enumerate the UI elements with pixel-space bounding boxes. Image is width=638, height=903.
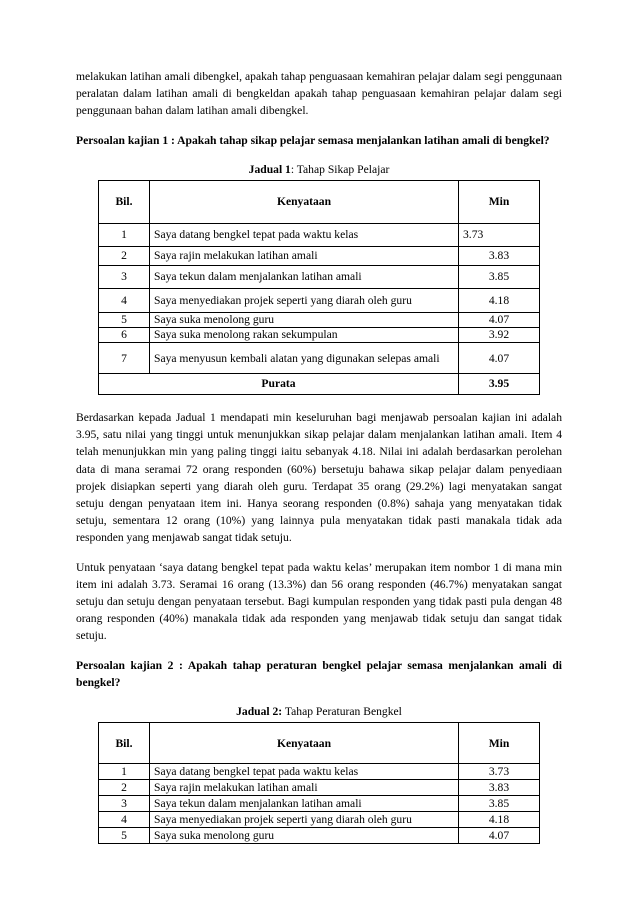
table-row: [99, 289, 540, 313]
table1-caption: [76, 161, 562, 178]
research-question-2: Persoalan kajian 2 : Apakah tahap peraturan bengkel pelajar semasa menjalankan amali di bengkel?: [76, 658, 562, 689]
table1-cell-kenyataan: Saya menyediakan projek seperti yang diarah oleh guru: [150, 289, 459, 313]
table2-cell-bil: 5: [99, 828, 150, 844]
table2-cell-min: 3.73: [459, 764, 540, 780]
table1-purata-row: [99, 374, 540, 395]
table2-cell-min: 3.83: [459, 780, 540, 796]
table1-cell-kenyataan: Saya rajin melakukan latihan amali: [150, 247, 459, 266]
table1-cell-bil: 6: [99, 328, 150, 343]
table1-cell-min: 4.07: [459, 313, 540, 328]
table1-cell-min: 3.83: [459, 247, 540, 266]
table2-cell-min: 3.85: [459, 796, 540, 812]
table2-cell-bil: 4: [99, 812, 150, 828]
table-row: [99, 247, 540, 266]
table-row: [99, 313, 540, 328]
table-row: [99, 828, 540, 844]
table1-cell-min: 3.85: [459, 266, 540, 289]
table-row: [99, 764, 540, 780]
table1-cell-bil: 1: [99, 224, 150, 247]
table2-caption: [76, 703, 562, 720]
table2-cell-kenyataan: Saya rajin melakukan latihan amali: [150, 780, 459, 796]
table1-cell-bil: 4: [99, 289, 150, 313]
table2-header-row: [99, 723, 540, 764]
table-row: [99, 328, 540, 343]
table1-header-min: Min: [459, 181, 540, 224]
table1-cell-kenyataan: Saya suka menolong guru: [150, 313, 459, 328]
table-row: [99, 343, 540, 374]
table1-header-bil: Bil.: [99, 181, 150, 224]
table2-header-kenyataan: Kenyataan: [150, 723, 459, 764]
table1: [98, 180, 540, 395]
table1-cell-bil: 3: [99, 266, 150, 289]
table2-cell-kenyataan: Saya tekun dalam menjalankan latihan amali: [150, 796, 459, 812]
table1-cell-min: 3.73: [459, 224, 540, 247]
table1-cell-bil: 7: [99, 343, 150, 374]
table-row: [99, 224, 540, 247]
table1-cell-min: 4.07: [459, 343, 540, 374]
table2-header-min: Min: [459, 723, 540, 764]
table1-purata-value: 3.95: [459, 374, 540, 395]
table1-header-kenyataan: Kenyataan: [150, 181, 459, 224]
research-question-1: Persoalan kajian 1 : Apakah tahap sikap pelajar semasa menjalankan latihan amali di bengkel?: [76, 133, 550, 147]
table2-cell-kenyataan: Saya datang bengkel tepat pada waktu kelas: [150, 764, 459, 780]
table2-cell-kenyataan: Saya suka menolong guru: [150, 828, 459, 844]
table1-caption-text: : Tahap Sikap Pelajar: [290, 162, 390, 176]
table1-purata-label: Purata: [99, 374, 459, 395]
intro-paragraph: melakukan latihan amali dibengkel, apakah tahap penguasaan kemahiran pelajar dalam segi penggunaan peralatan dalam latihan amali di bengkeldan apakah tahap penguasaan kemahiran pelajar dalam segi penggunaan bahan dalam latihan amali dibengkel.: [76, 70, 562, 118]
table-row: [99, 780, 540, 796]
paragraph-analysis-2: Untuk penyataan ‘saya datang bengkel tepat pada waktu kelas’ merupakan item nombor 1 di mana min item ini adalah 3.73. Seramai 16 orang (13.3%) dan 56 orang responden (46.7%) menyatakan sangat setuju dan setuju dengan penyataan tersebut. Bagi kumpulan responden yang tidak pasti pula dengan 48 orang responden (40%) manakala tidak ada responden yang menjawab tidak setuju dan sangat tidak setuju.: [76, 560, 562, 643]
table1-caption-label: Jadual 1: [248, 162, 291, 176]
table1-cell-kenyataan: Saya tekun dalam menjalankan latihan amali: [150, 266, 459, 289]
table1-cell-bil: 5: [99, 313, 150, 328]
paragraph-analysis-1: Berdasarkan kepada Jadual 1 mendapati min keseluruhan bagi menjawab persoalan kajian ini adalah 3.95, satu nilai yang tinggi untuk menunjukkan sikap pelajar dalam menjalankan latihan amali. Item 4 telah menunjukkan min yang paling tinggi iaitu sebanyak 4.18. Nilai ini adalah berdasarkan perolehan data di mana seramai 72 orang responden (60%) bersetuju bahawa sikap pelajar dalam penyediaan projek disiapkan seperti yang diarah oleh guru. Terdapat 35 orang (29.2%) lagi menyatakan sangat setuju dengan penyataan item ini. Hanya seorang responden (0.8%) sahaja yang menyatakan tidak setuju, sementara 12 orang (10%) yang lainnya pula menyatakan tidak pasti manakala tidak ada responden yang menjawab sangat tidak setuju.: [76, 411, 562, 545]
table1-cell-kenyataan: Saya menyusun kembali alatan yang digunakan selepas amali: [150, 343, 459, 374]
table1-cell-bil: 2: [99, 247, 150, 266]
table2-caption-label: Jadual 2:: [236, 705, 283, 719]
table-row: [99, 266, 540, 289]
table1-cell-min: 4.18: [459, 289, 540, 313]
table2-cell-bil: 1: [99, 764, 150, 780]
table2-cell-bil: 3: [99, 796, 150, 812]
table2-cell-bil: 2: [99, 780, 150, 796]
table2-header-bil: Bil.: [99, 723, 150, 764]
table-row: [99, 796, 540, 812]
document-page: [76, 68, 562, 844]
table2-cell-min: 4.18: [459, 812, 540, 828]
table2: [98, 722, 540, 844]
table2-caption-text: Tahap Peraturan Bengkel: [282, 705, 402, 719]
table1-header-row: [99, 181, 540, 224]
table1-cell-kenyataan: Saya suka menolong rakan sekumpulan: [150, 328, 459, 343]
table1-cell-min: 3.92: [459, 328, 540, 343]
table2-cell-min: 4.07: [459, 828, 540, 844]
table-row: [99, 812, 540, 828]
table1-cell-kenyataan: Saya datang bengkel tepat pada waktu kelas: [150, 224, 459, 247]
table2-cell-kenyataan: Saya menyediakan projek seperti yang diarah oleh guru: [150, 812, 459, 828]
